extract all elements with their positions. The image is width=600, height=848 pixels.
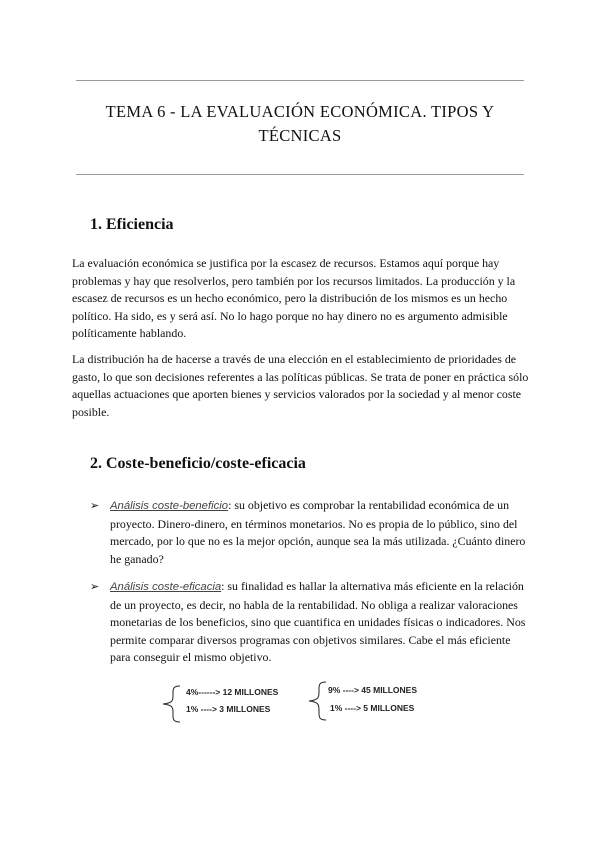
bullet-arrow-icon: ➢ (90, 581, 100, 593)
bullet-item-coste-eficacia (110, 578, 528, 667)
section-1-paragraph-1: La evaluación económica se justifica por la escasez de recursos. Estamos aquí porque hay problemas y hay que resolverlos, pero también por los recursos limitados. La producción y la escasez de recursos es un hecho económico, pero la distribución de los mismos es un hecho político. Ha sido, es y será así. No lo hago porque no hay dinero no es argumento admisible políticamente hablando. (72, 256, 516, 340)
left-brace-icon (160, 684, 182, 724)
page-title: TEMA 6 - LA EVALUACIÓN ECONÓMICA. TIPOS Y TÉCNICAS (105, 102, 495, 145)
right-row-2: 1% ----> 5 MILLONES (330, 703, 415, 713)
section-2-heading: 2. Coste-beneficio/coste-eficacia (90, 455, 306, 472)
bullet-item-coste-beneficio (110, 497, 528, 568)
text-coste-beneficio: : su objetivo es comprobar la rentabilidad económica de un proyecto. Dinero-dinero, en términos monetarios. No es propia de lo público, sino del mercado, por lo que no es la mejor opción, aunque sea la más utilizada. ¿Cuánto dinero he ganado? (110, 498, 526, 566)
section-1-paragraph-2: La distribución ha de hacerse a través de una elección en el establecimiento de prioridades de gasto, lo que son decisiones referentes a las políticas públicas. Se trata de poner en práctica sólo aquellas actuaciones que aporten bienes y servicios valorados por la sociedad y al menor coste posible. (72, 352, 529, 419)
title-bottom-rule (76, 174, 524, 175)
top-rule (76, 80, 524, 81)
text-coste-eficacia: : su finalidad es hallar la alternativa más eficiente en la relación de un proyecto, es decir, no habla de la rentabilidad. No obliga a realizar valoraciones monetarias de los beneficios, sino que cuantifica en unidades físicas o indicadores. Nos permite comparar diversos programas con objetivos similares. Cabe el más eficiente para conseguir el mismo objetivo. (110, 579, 526, 664)
left-row-2: 1% ----> 3 MILLONES (186, 704, 271, 714)
section-1-heading: 1. Eficiencia (90, 216, 174, 233)
term-coste-beneficio: Análisis coste-beneficio (110, 500, 229, 512)
right-brace-icon (306, 680, 328, 722)
term-coste-eficacia: Análisis coste-eficacia (110, 581, 222, 593)
bullet-arrow-icon: ➢ (90, 500, 100, 512)
left-row-1: 4%------> 12 MILLONES (186, 687, 279, 697)
right-row-1: 9% ----> 45 MILLONES (328, 685, 418, 695)
